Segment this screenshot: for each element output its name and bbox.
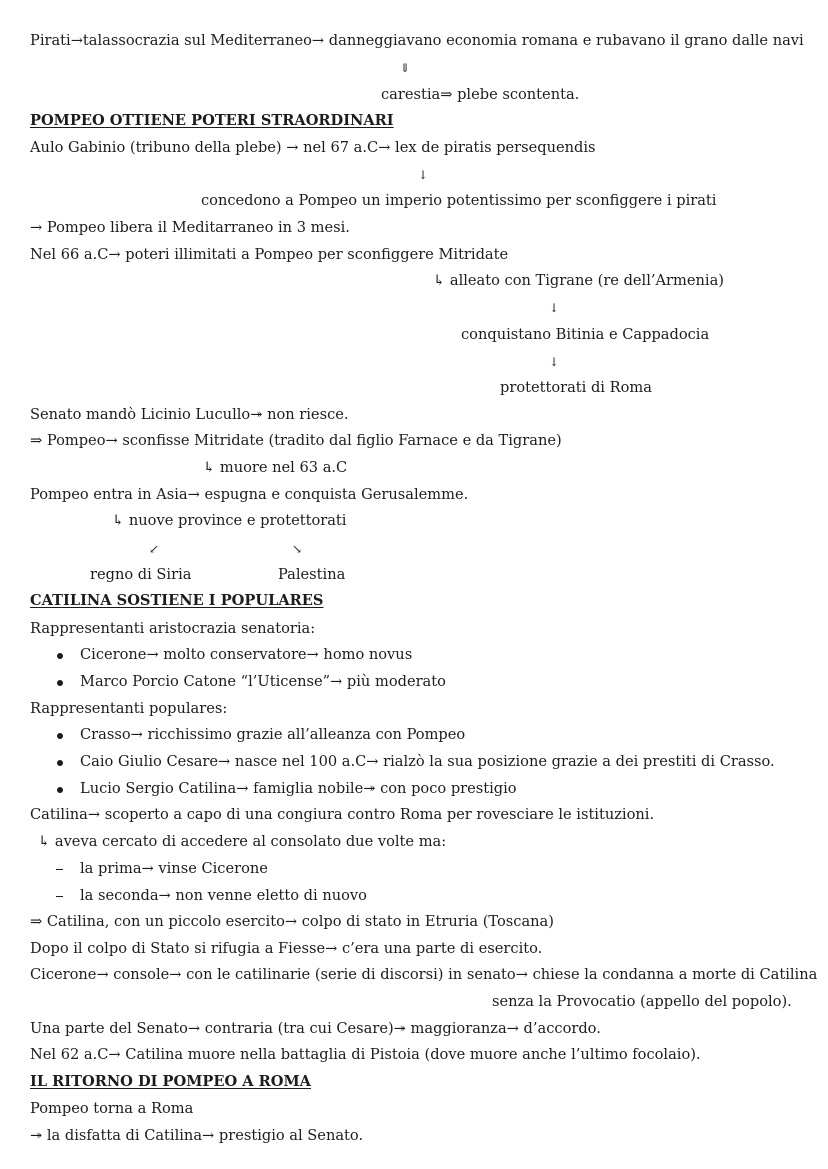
- text-line: ⇒ Pompeo→ sconfisse Mitridate (tradito dal figlio Farnace e da Tigrane): [30, 432, 562, 449]
- text-line: concedono a Pompeo un imperio potentissimo per sconfiggere i pirati: [201, 192, 717, 209]
- text-line: ↳ alleato con Tigrane (re dell’Armenia): [433, 272, 724, 289]
- list-item: Lucio Sergio Catilina→ famiglia nobile↠ con poco prestigio: [80, 780, 517, 797]
- list-item: la prima→ vinse Cicerone: [80, 860, 268, 877]
- text-line: Palestina: [278, 566, 346, 583]
- text-line: carestia⇒ plebe scontenta.: [381, 86, 580, 103]
- text-line: Una parte del Senato→ contraria (tra cui Cesare)↠ maggioranza→ d’accordo.: [30, 1020, 601, 1037]
- section-heading-ritorno: IL RITORNO DI POMPEO A ROMA: [30, 1073, 311, 1090]
- bullet-icon: [57, 787, 63, 793]
- text-line: Rappresentanti populares:: [30, 700, 228, 717]
- text-line: Senato mandò Licinio Lucullo↠ non riesce.: [30, 406, 349, 423]
- text-line: ↳ aveva cercato di accedere al consolato due volte ma:: [38, 833, 447, 850]
- arrow-down-icon: ↓: [418, 168, 429, 182]
- text-line: conquistano Bitinia e Cappadocia: [461, 326, 710, 343]
- list-item: Caio Giulio Cesare→ nasce nel 100 a.C→ rialzò la sua posizione grazie a dei prestiti di Crasso.: [80, 753, 775, 770]
- text-line: ↳ nuove province e protettorati: [112, 512, 347, 529]
- bullet-icon: [57, 680, 63, 686]
- text-line: Pompeo torna a Roma: [30, 1100, 194, 1117]
- section-heading-pompeo: POMPEO OTTIENE POTERI STRAORDINARI: [30, 112, 394, 129]
- text-line: ↠ la disfatta di Catilina→ prestigio al Senato.: [30, 1127, 364, 1144]
- bullet-icon: [57, 760, 63, 766]
- dash-marker: [56, 896, 63, 897]
- text-line: Aulo Gabinio (tribuno della plebe) → nel 67 a.C→ lex de piratis persequendis: [30, 139, 596, 156]
- text-line: ↳ muore nel 63 a.C: [203, 459, 348, 476]
- text-line: Pirati→talassocrazia sul Mediterraneo→ danneggiavano economia romana e rubavano il grano dalle navi: [30, 32, 804, 49]
- text-line: Pompeo entra in Asia→ espugna e conquista Gerusalemme.: [30, 486, 469, 503]
- text-line: Rappresentanti aristocrazia senatoria:: [30, 620, 316, 637]
- list-item: Marco Porcio Catone “l’Uticense”→ più moderato: [80, 673, 446, 690]
- section-heading-catilina: CATILINA SOSTIENE I POPULARES: [30, 592, 324, 609]
- arrow-down-icon: ↓: [549, 355, 560, 369]
- arrow-down-icon: ⇓: [400, 61, 411, 75]
- text-line: Cicerone→ console→ con le catilinarie (serie di discorsi) in senato→ chiese la condanna a morte di Catilina: [30, 966, 818, 983]
- dash-marker: [56, 869, 63, 870]
- arrow-down-icon: ↓: [549, 301, 560, 315]
- text-line: → Pompeo libera il Meditarraneo in 3 mesi.: [30, 219, 350, 236]
- text-line: ⇒ Catilina, con un piccolo esercito→ colpo di stato in Etruria (Toscana): [30, 913, 554, 930]
- text-line: Nel 62 a.C→ Catilina muore nella battaglia di Pistoia (dove muore anche l’ultimo focolaio).: [30, 1046, 701, 1063]
- arrow-down-left-icon: ↙: [149, 542, 160, 556]
- text-line: regno di Siria: [90, 566, 192, 583]
- text-line: senza la Provocatio (appello del popolo).: [492, 993, 792, 1010]
- text-line: Nel 66 a.C→ poteri illimitati a Pompeo per sconfiggere Mitridate: [30, 246, 509, 263]
- text-line: Catilina→ scoperto a capo di una congiura contro Roma per rovesciare le istituzioni.: [30, 806, 655, 823]
- list-item: la seconda→ non venne eletto di nuovo: [80, 887, 367, 904]
- list-item: Crasso→ ricchissimo grazie all’alleanza con Pompeo: [80, 726, 466, 743]
- text-line: protettorati di Roma: [500, 379, 652, 396]
- arrow-down-right-icon: ↘: [292, 542, 303, 556]
- bullet-icon: [57, 733, 63, 739]
- bullet-icon: [57, 653, 63, 659]
- list-item: Cicerone→ molto conservatore→ homo novus: [80, 646, 413, 663]
- text-line: Dopo il colpo di Stato si rifugia a Fiesse→ c’era una parte di esercito.: [30, 940, 543, 957]
